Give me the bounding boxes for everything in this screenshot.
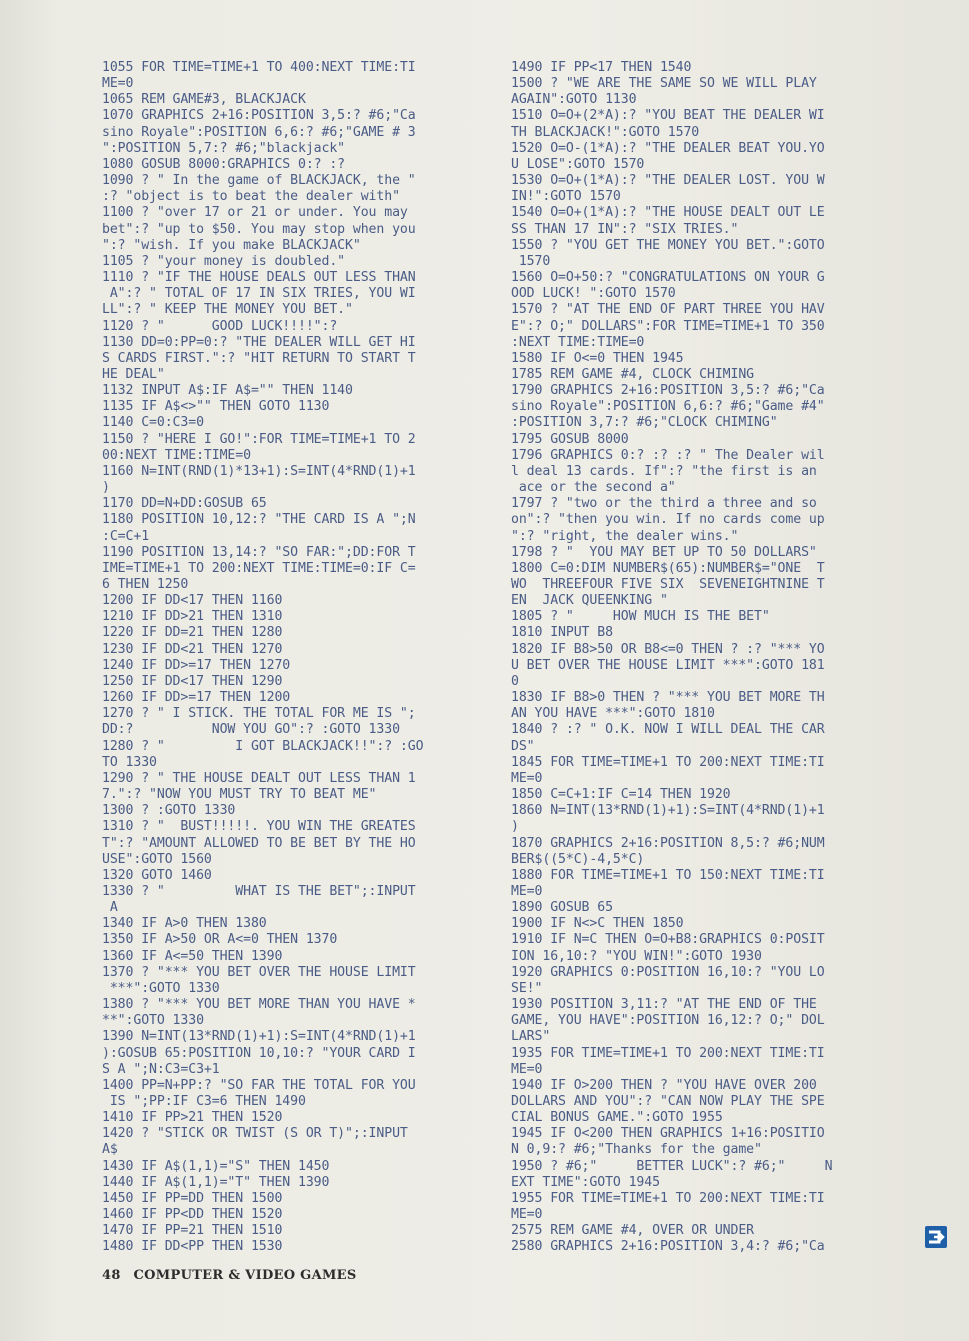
code-line: A$	[102, 1142, 118, 1158]
code-line: HE DEAL"	[102, 366, 165, 382]
code-line: 1530 O=O+(1*A):? "THE DEALER LOST. YOU W	[511, 173, 825, 189]
code-line: )	[102, 480, 110, 496]
code-line: N 0,9:? #6;"Thanks for the game"	[511, 1142, 762, 1158]
code-line: 1280 ? " I GOT BLACKJACK!!":? :GO	[102, 738, 424, 754]
code-line: 1450 IF PP=DD THEN 1500	[102, 1190, 283, 1206]
code-line: :? "object is to beat the dealer with"	[102, 189, 400, 205]
code-line: WO THREEFOUR FIVE SIX SEVENEIGHTNINE T	[511, 577, 825, 592]
code-line: :C=C+1	[102, 528, 150, 544]
code-line: 1570 ? "AT THE END OF PART THREE YOU HAV	[511, 302, 825, 318]
code-line: 1240 IF DD>=17 THEN 1270	[102, 657, 291, 673]
page-number: 48	[102, 1268, 121, 1283]
code-line: ME=0	[511, 883, 543, 899]
code-line: 1810 INPUT B8	[511, 625, 613, 641]
code-line: S A ";N:C3=C3+1	[102, 1061, 220, 1077]
code-line: 1400 PP=N+PP:? "SO FAR THE TOTAL FOR YOU	[102, 1077, 416, 1093]
code-line: 1955 FOR TIME=TIME+1 TO 200:NEXT TIME:TI	[511, 1190, 825, 1206]
code-line: 1150 ? "HERE I GO!":FOR TIME=TIME+1 TO 2	[102, 431, 416, 447]
code-line: GAME, YOU HAVE":POSITION 16,12:? O;" DOL	[511, 1013, 825, 1029]
code-line: 1190 POSITION 13,14:? "SO FAR:";DD:FOR T	[102, 544, 416, 560]
code-line: ME=0	[511, 1207, 543, 1223]
code-line: 1100 ? "over 17 or 21 or under. You may	[102, 205, 408, 221]
code-line: 1860 N=INT(13*RND(1)+1):S=INT(4*RND(1)+1	[511, 803, 825, 819]
code-line: 1900 IF N<>C THEN 1850	[511, 916, 684, 932]
code-line: ":? "right, the dealer wins."	[511, 528, 739, 544]
code-line: 1250 IF DD<17 THEN 1290	[102, 673, 283, 689]
code-line: 1320 GOTO 1460	[102, 867, 212, 883]
code-line: 1580 IF O<=0 THEN 1945	[511, 350, 684, 366]
code-line: 1410 IF PP>21 THEN 1520	[102, 1110, 283, 1126]
code-line: 1805 ? " HOW MUCH IS THE BET"	[511, 609, 770, 625]
code-line: ":POSITION 5,7:? #6;"blackjack"	[102, 140, 346, 156]
code-line: 1935 FOR TIME=TIME+1 TO 200:NEXT TIME:TI	[511, 1045, 825, 1061]
continue-arrow-icon	[925, 1226, 947, 1248]
code-line: 1270 ? " I STICK. THE TOTAL FOR ME IS ";	[102, 706, 416, 722]
code-line: 1390 N=INT(13*RND(1)+1):S=INT(4*RND(1)+1	[102, 1029, 416, 1045]
code-line: 7.":? "NOW YOU MUST TRY TO BEAT ME"	[102, 787, 377, 803]
code-line: 1160 N=INT(RND(1)*13+1):S=INT(4*RND(1)+1	[102, 463, 416, 479]
code-line: 1560 O=O+50:? "CONGRATULATIONS ON YOUR G	[511, 270, 825, 286]
code-line: IS ";PP:IF C3=6 THEN 1490	[102, 1094, 306, 1109]
code-line: TH BLACKJACK!":GOTO 1570	[511, 124, 700, 140]
code-line: 1200 IF DD<17 THEN 1160	[102, 593, 283, 609]
code-line: S CARDS FIRST.":? "HIT RETURN TO START T	[102, 350, 416, 366]
code-line: 1180 POSITION 10,12:? "THE CARD IS A ";N	[102, 512, 416, 528]
code-line: 1500 ? "WE ARE THE SAME SO WE WILL PLAY	[511, 76, 817, 92]
code-line: )	[511, 819, 519, 835]
code-line: 1880 FOR TIME=TIME+1 TO 150:NEXT TIME:TI	[511, 867, 825, 883]
code-line: OOD LUCK! ":GOTO 1570	[511, 286, 676, 302]
code-line: :POSITION 3,7:? #6;"CLOCK CHIMING"	[511, 415, 778, 431]
code-line: 1380 ? "*** YOU BET MORE THAN YOU HAVE *	[102, 997, 416, 1013]
code-line: 1135 IF A$<>"" THEN GOTO 1130	[102, 399, 330, 415]
code-line: 1520 O=O-(1*A):? "THE DEALER BEAT YOU.YO	[511, 140, 825, 156]
code-line: DD:? NOW YOU GO":? :GOTO 1330	[102, 722, 400, 738]
code-line: EXT TIME":GOTO 1945	[511, 1174, 660, 1190]
code-line: ):GOSUB 65:POSITION 10,10:? "YOUR CARD I	[102, 1045, 416, 1061]
code-line: 1300 ? :GOTO 1330	[102, 803, 236, 819]
publication-name: COMPUTER & VIDEO GAMES	[133, 1268, 357, 1283]
code-line: 1920 GRAPHICS 0:POSITION 16,10:? "YOU LO	[511, 964, 825, 980]
code-line: ION 16,10:? "YOU WIN!":GOTO 1930	[511, 948, 762, 964]
code-line: ME=0	[511, 1061, 543, 1077]
code-line: 1945 IF O<200 THEN GRAPHICS 1+16:POSITIO	[511, 1126, 825, 1142]
code-line: 1510 O=O+(2*A):? "YOU BEAT THE DEALER WI	[511, 108, 825, 124]
code-line: bet":? "up to $50. You may stop when you	[102, 221, 416, 237]
code-line: 1310 ? " BUST!!!!!. YOU WIN THE GREATES	[102, 819, 416, 835]
code-line: IN!":GOTO 1570	[511, 189, 621, 205]
code-line: USE":GOTO 1560	[102, 851, 212, 867]
code-line: 1800 C=0:DIM NUMBER$(65):NUMBER$="ONE T	[511, 560, 825, 576]
code-line: :NEXT TIME:TIME=0	[511, 334, 645, 350]
code-line: 1550 ? "YOU GET THE MONEY YOU BET.":GOTO	[511, 237, 825, 253]
code-line: DS"	[511, 738, 535, 754]
code-line: 1870 GRAPHICS 2+16:POSITION 8,5:? #6;NUM	[511, 835, 825, 851]
code-line: 1110 ? "IF THE HOUSE DEALS OUT LESS THAN	[102, 270, 416, 286]
code-line: 1360 IF A<=50 THEN 1390	[102, 948, 283, 964]
code-line: U BET OVER THE HOUSE LIMIT ***":GOTO 181	[511, 657, 825, 673]
code-line: 2580 GRAPHICS 2+16:POSITION 3,4:? #6;"Ca	[511, 1239, 825, 1255]
code-line: 1220 IF DD=21 THEN 1280	[102, 625, 283, 641]
code-line: sino Royale":POSITION 6,6:? #6;"GAME # 3	[102, 124, 416, 140]
code-line: 1430 IF A$(1,1)="S" THEN 1450	[102, 1158, 330, 1174]
code-line: 6 THEN 1250	[102, 577, 189, 592]
code-line: 1055 FOR TIME=TIME+1 TO 400:NEXT TIME:TI	[102, 60, 416, 75]
code-line: AN YOU HAVE ***":GOTO 1810	[511, 706, 715, 722]
code-line: ace or the second a"	[511, 480, 676, 496]
code-line: 1796 GRAPHICS 0:? :? :? " The Dealer wil	[511, 447, 825, 463]
code-line: 1950 ? #6;" BETTER LUCK":? #6;" N	[511, 1158, 833, 1174]
code-line: 1850 C=C+1:IF C=14 THEN 1920	[511, 787, 731, 803]
code-line: 1370 ? "*** YOU BET OVER THE HOUSE LIMIT	[102, 964, 416, 980]
code-line: 1230 IF DD<21 THEN 1270	[102, 641, 283, 657]
code-line: SE!"	[511, 980, 543, 996]
code-line: U LOSE":GOTO 1570	[511, 156, 645, 172]
code-line: 1820 IF B8>50 OR B8<=0 THEN ? :? "*** YO	[511, 641, 825, 657]
code-line: LL":? " KEEP THE MONEY YOU BET."	[102, 302, 353, 318]
code-line: A	[102, 900, 118, 916]
code-line: 1570	[511, 253, 551, 269]
code-line: 1460 IF PP<DD THEN 1520	[102, 1207, 283, 1223]
code-line: EN JACK QUEENKING "	[511, 593, 668, 609]
code-line: 1890 GOSUB 65	[511, 900, 613, 916]
code-line: 1140 C=0:C3=0	[102, 415, 204, 431]
code-line: 1330 ? " WHAT IS THE BET";:INPUT	[102, 883, 416, 899]
code-line: 1930 POSITION 3,11:? "AT THE END OF THE	[511, 997, 817, 1013]
code-line: BER$((5*C)-4,5*C)	[511, 851, 645, 867]
code-line: 1132 INPUT A$:IF A$="" THEN 1140	[102, 383, 353, 399]
code-line: 2575 REM GAME #4, OVER OR UNDER	[511, 1223, 755, 1239]
code-listing-right-column	[511, 60, 919, 1256]
page-footer	[102, 1268, 357, 1283]
code-line: LARS"	[511, 1029, 551, 1045]
code-line: T":? "AMOUNT ALLOWED TO BE BET BY THE HO	[102, 835, 416, 851]
code-line: ME=0	[102, 76, 134, 92]
code-line: on":? "then you win. If no cards come up	[511, 512, 825, 528]
code-line: 1340 IF A>0 THEN 1380	[102, 916, 267, 932]
code-line: 1440 IF A$(1,1)="T" THEN 1390	[102, 1174, 330, 1190]
code-listing-left-column	[102, 60, 510, 1256]
code-line: 1420 ? "STICK OR TWIST (S OR T)";:INPUT	[102, 1126, 408, 1142]
code-line: 1785 REM GAME #4, CLOCK CHIMING	[511, 366, 755, 382]
code-line: 1798 ? " YOU MAY BET UP TO 50 DOLLARS"	[511, 544, 817, 560]
code-line: IME=TIME+1 TO 200:NEXT TIME:TIME=0:IF C=	[102, 560, 416, 576]
code-line: 1210 IF DD>21 THEN 1310	[102, 609, 283, 625]
code-line: 1290 ? " THE HOUSE DEALT OUT LESS THAN 1	[102, 770, 416, 786]
code-line: **":GOTO 1330	[102, 1013, 204, 1029]
code-line: 1480 IF DD<PP THEN 1530	[102, 1239, 283, 1255]
code-line: 1910 IF N=C THEN O=O+B8:GRAPHICS 0:POSIT	[511, 932, 825, 948]
code-line: 1790 GRAPHICS 2+16:POSITION 3,5:? #6;"Ca	[511, 383, 825, 399]
code-line: SS THAN 17 IN":? "SIX TRIES."	[511, 221, 739, 237]
code-line: 1260 IF DD>=17 THEN 1200	[102, 690, 291, 706]
code-line: 1105 ? "your money is doubled."	[102, 253, 346, 269]
code-line: 1470 IF PP=21 THEN 1510	[102, 1223, 283, 1239]
code-line: 1080 GOSUB 8000:GRAPHICS 0:? :?	[102, 156, 346, 172]
code-line: ":? "wish. If you make BLACKJACK"	[102, 237, 361, 253]
code-line: A":? " TOTAL OF 17 IN SIX TRIES, YOU WI	[102, 286, 416, 302]
code-line: 1540 O=O+(1*A):? "THE HOUSE DEALT OUT LE	[511, 205, 825, 221]
code-line: E":? O;" DOLLARS":FOR TIME=TIME+1 TO 350	[511, 318, 825, 334]
code-line: CIAL BONUS GAME.":GOTO 1955	[511, 1110, 723, 1126]
code-line: ME=0	[511, 770, 543, 786]
code-line: AGAIN":GOTO 1130	[511, 92, 637, 108]
code-line: 1830 IF B8>0 THEN ? "*** YOU BET MORE TH	[511, 690, 825, 706]
code-line: TO 1330	[102, 754, 157, 770]
code-line: 0	[511, 673, 519, 689]
code-line: 1845 FOR TIME=TIME+1 TO 200:NEXT TIME:TI	[511, 754, 825, 770]
code-line: 1840 ? :? " O.K. NOW I WILL DEAL THE CAR	[511, 722, 825, 738]
code-line: 1795 GOSUB 8000	[511, 431, 629, 447]
code-line: 1090 ? " In the game of BLACKJACK, the "	[102, 173, 416, 189]
code-line: 00:NEXT TIME:TIME=0	[102, 447, 251, 463]
code-line: 1490 IF PP<17 THEN 1540	[511, 60, 692, 75]
code-line: 1070 GRAPHICS 2+16:POSITION 3,5:? #6;"Ca	[102, 108, 416, 124]
code-line: DOLLARS AND YOU":? "CAN NOW PLAY THE SPE	[511, 1094, 825, 1109]
code-line: 1065 REM GAME#3, BLACKJACK	[102, 92, 306, 108]
code-line: 1350 IF A>50 OR A<=0 THEN 1370	[102, 932, 338, 948]
code-line: 1940 IF O>200 THEN ? "YOU HAVE OVER 200	[511, 1077, 817, 1093]
code-line: 1797 ? "two or the third a three and so	[511, 496, 817, 512]
code-line: 1170 DD=N+DD:GOSUB 65	[102, 496, 267, 512]
code-line: sino Royale":POSITION 6,6:? #6;"Game #4"	[511, 399, 825, 415]
code-line: 1130 DD=0:PP=0:? "THE DEALER WILL GET HI	[102, 334, 416, 350]
code-line: ***":GOTO 1330	[102, 980, 220, 996]
code-line: 1120 ? " GOOD LUCK!!!!":?	[102, 318, 338, 334]
code-line: l deal 13 cards. If":? "the first is an	[511, 463, 817, 479]
